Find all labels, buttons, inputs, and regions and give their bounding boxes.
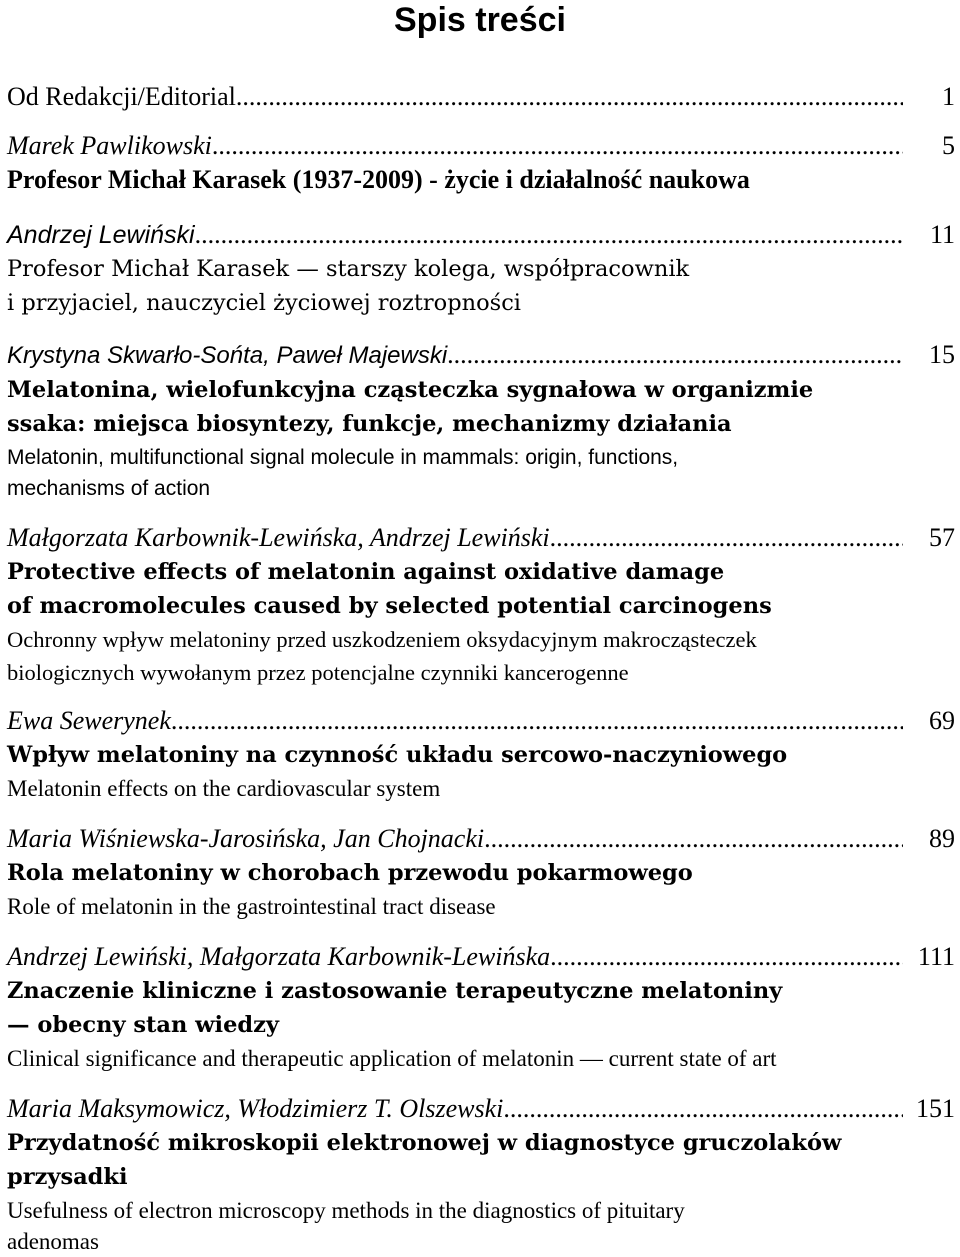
toc-title: of macromolecules caused by selected potential carcinogens xyxy=(7,593,772,619)
toc-subtitle: Melatonin effects on the cardiovascular system xyxy=(7,776,441,801)
toc-page-number: 1 xyxy=(942,82,955,111)
toc-leader-dots xyxy=(212,129,903,163)
toc-author: Krystyna Skwarło-Sońta, Paweł Majewski xyxy=(7,342,448,369)
toc-title: Przydatność mikroskopii elektronowej w diagnostyce gruczolaków xyxy=(7,1130,842,1156)
toc-leader-dots xyxy=(171,704,903,738)
toc-author: Maria Maksymowicz, Włodzimierz T. Olszewski xyxy=(7,1094,504,1123)
toc-title: i przyjaciel, nauczyciel życiowej roztropności xyxy=(7,290,521,316)
toc-author-line xyxy=(7,80,955,114)
toc-leader-dots xyxy=(550,940,903,974)
toc-author-line xyxy=(7,704,955,738)
toc-leader-dots xyxy=(484,822,903,856)
toc-subtitle: Usefulness of electron microscopy methods in the diagnostics of pituitary xyxy=(7,1198,685,1223)
toc-subtitle: Clinical significance and therapeutic application of melatonin — current state of art xyxy=(7,1046,777,1071)
toc-title: Protective effects of melatonin against oxidative damage xyxy=(7,559,725,585)
toc-author: Małgorzata Karbownik-Lewińska, Andrzej Lewiński xyxy=(7,523,550,552)
toc-entry-lewinski-karbownik[interactable] xyxy=(7,940,955,1075)
toc-author-line xyxy=(7,521,955,555)
toc-entry-maksymowicz[interactable] xyxy=(7,1092,955,1257)
toc-author-line xyxy=(7,940,955,974)
toc-leader-dots xyxy=(195,218,903,252)
toc-entry-pawlikowski[interactable] xyxy=(7,129,955,197)
toc-subtitle: Melatonin, multifunctional signal molecule in mammals: origin, functions, xyxy=(7,446,679,469)
toc-entry-sewerynek[interactable] xyxy=(7,704,955,805)
toc-leader-dots xyxy=(503,1092,903,1126)
toc-title: Wpływ melatoniny na czynność układu sercowo-naczyniowego xyxy=(7,742,788,768)
toc-entry-protective-effects[interactable] xyxy=(7,521,955,689)
toc-leader-dots xyxy=(236,80,903,114)
toc-entry-editorial[interactable] xyxy=(7,80,955,114)
toc-subtitle: adenomas xyxy=(7,1229,99,1254)
toc-author: Andrzej Lewiński, Małgorzata Karbownik-Lewińska xyxy=(7,942,551,971)
toc-leader-dots xyxy=(550,521,903,555)
toc-author: Maria Wiśniewska-Jarosińska, Jan Chojnacki xyxy=(7,824,485,853)
toc-page-number: 57 xyxy=(929,523,955,552)
toc-entry-wisniewska[interactable] xyxy=(7,822,955,923)
toc-author-line xyxy=(7,1092,955,1126)
toc-page-number: 5 xyxy=(942,131,955,160)
toc-author: Marek Pawlikowski xyxy=(7,131,212,160)
toc-author: Ewa Sewerynek xyxy=(7,706,171,735)
toc-author: Andrzej Lewiński xyxy=(7,221,195,249)
toc-author: Od Redakcji/Editorial xyxy=(7,82,236,111)
toc-subtitle: Ochronny wpływ melatoniny przed uszkodzeniem oksydacyjnym makrocząsteczek xyxy=(7,627,757,652)
toc-subtitle: biologicznych wywołanym przez potencjalne czynniki kancerogenne xyxy=(7,660,629,685)
toc-page-number: 15 xyxy=(929,340,955,369)
toc-title: przysadki xyxy=(7,1164,128,1190)
toc-page-number: 151 xyxy=(916,1094,955,1123)
toc-title: Znaczenie kliniczne i zastosowanie terapeutyczne melatoniny xyxy=(7,978,783,1004)
toc-subtitle: mechanisms of action xyxy=(7,477,211,500)
toc-title: ssaka: miejsca biosyntezy, funkcje, mechanizmy działania xyxy=(7,411,732,437)
toc-author-line xyxy=(7,129,955,163)
toc-page-number: 11 xyxy=(929,220,955,249)
toc-title: Rola melatoniny w chorobach przewodu pokarmowego xyxy=(7,860,693,886)
toc-page-number: 89 xyxy=(929,824,955,853)
toc-entry-lewinski-karasek[interactable] xyxy=(7,218,955,320)
toc-leader-dots xyxy=(447,338,903,372)
toc-title: Melatonina, wielofunkcyjna cząsteczka sygnałowa w organizmie xyxy=(7,377,814,403)
page-title: Spis treści xyxy=(394,1,566,39)
toc-entry-melatonina[interactable] xyxy=(7,338,955,504)
toc-title: Profesor Michał Karasek (1937-2009) - życie i działalność naukowa xyxy=(7,165,750,194)
toc-author-line xyxy=(7,218,955,252)
toc-subtitle: Role of melatonin in the gastrointestinal tract disease xyxy=(7,894,496,919)
toc-title: — obecny stan wiedzy xyxy=(7,1012,279,1038)
toc-page-number: 111 xyxy=(917,942,955,971)
toc-page-number: 69 xyxy=(929,706,955,735)
toc-author-line xyxy=(7,822,955,856)
toc-title: Profesor Michał Karasek — starszy kolega, współpracownik xyxy=(7,256,690,282)
toc-author-line xyxy=(7,338,955,373)
